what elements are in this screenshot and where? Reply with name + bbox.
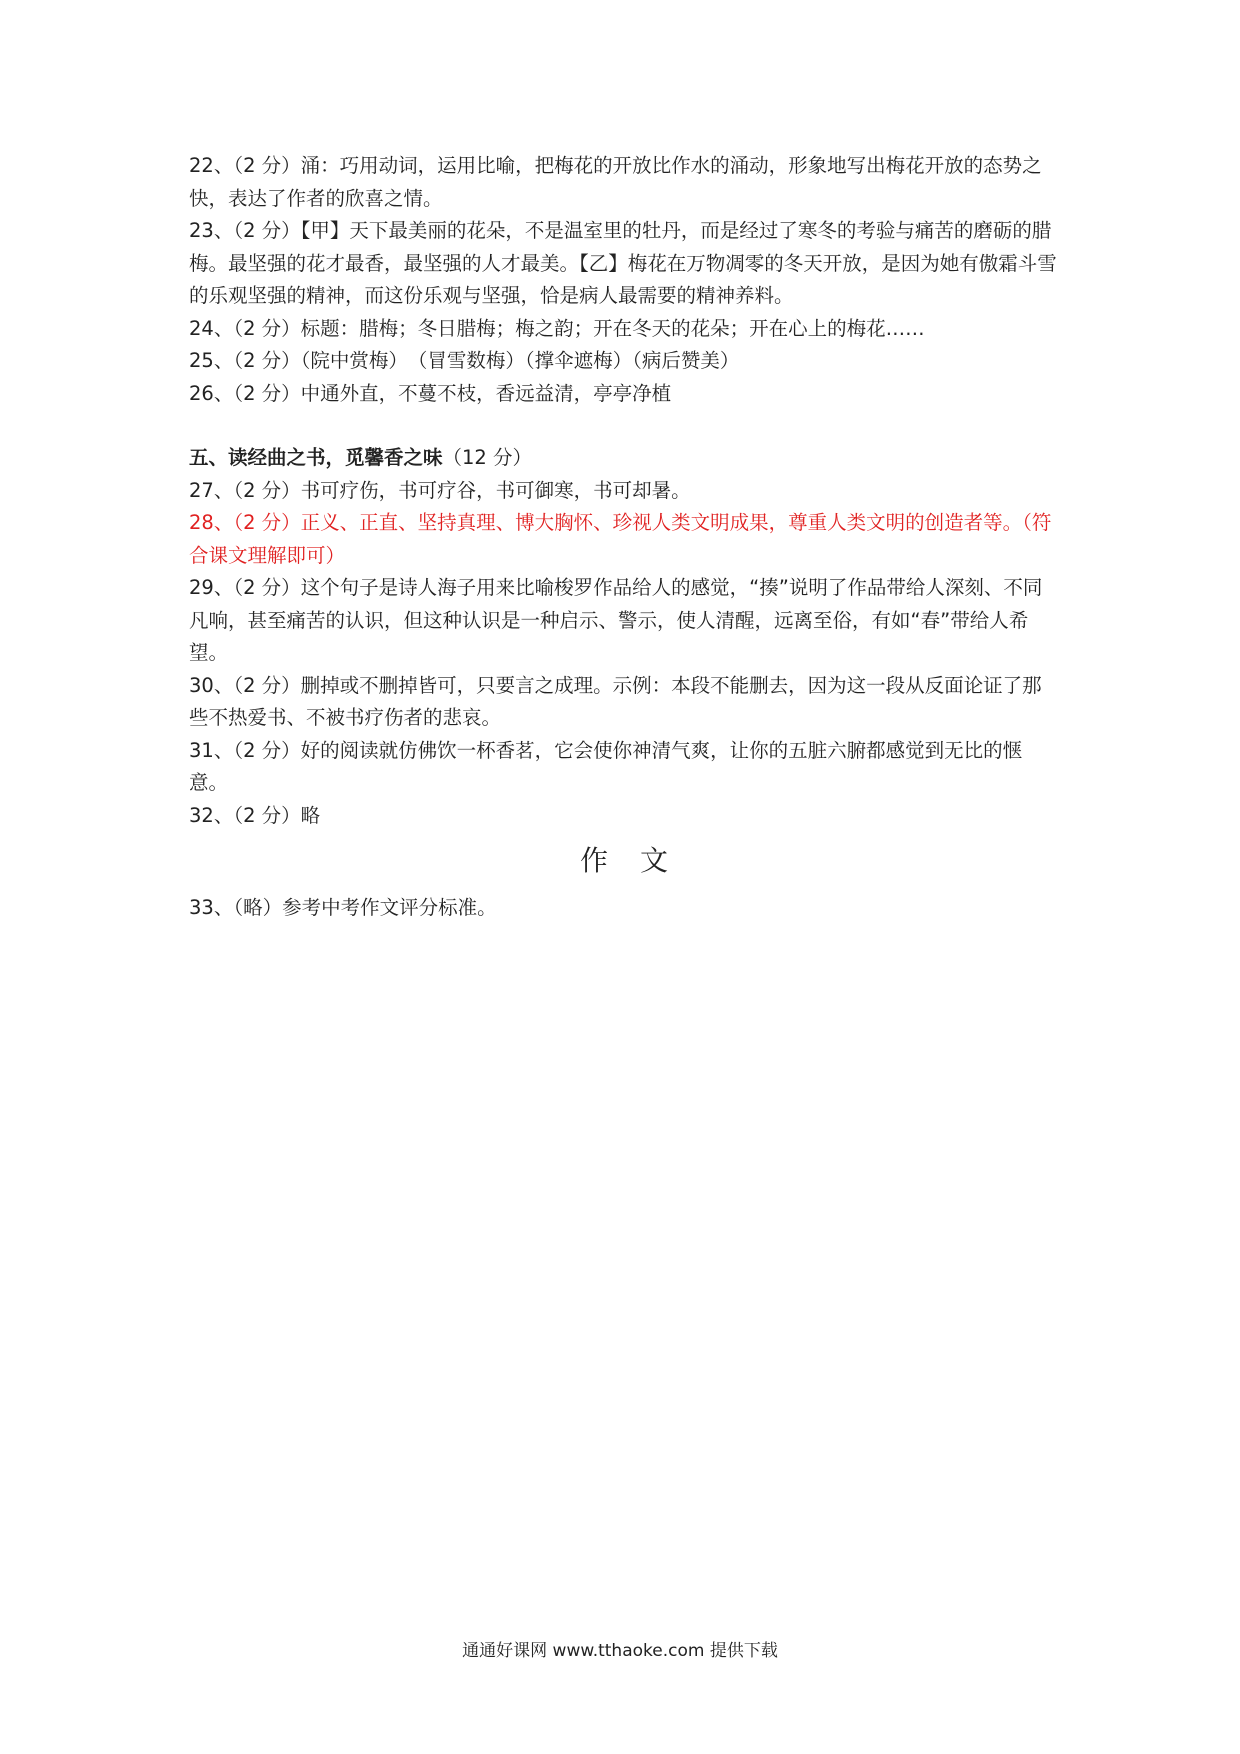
answer-item: 31、（2 分）好的阅读就仿佛饮一杯香茗，它会使你神清气爽，让你的五脏六腑都感觉到无比的惬意。 xyxy=(189,738,1023,794)
page-footer: 通通好课网 www.tthaoke.com 提供下载 xyxy=(462,1641,778,1661)
answer-item: 28、（2 分）正义、正直、坚持真理、博大胸怀、珍视人类文明成果，尊重人类文明的创造者等。（符合课文理解即可） xyxy=(189,511,1052,567)
section-5-score: （12 分） xyxy=(442,446,533,469)
section-5-heading xyxy=(189,442,1059,475)
answer-item: 23、（2 分）【甲】天下最美丽的花朵，不是温室里的牡丹，而是经过了寒冬的考验与痛苦的磨砺的腊梅。最坚强的花才最香，最坚强的人才最美。【乙】梅花在万物凋零的冬天开放，是因为她有傲霜斗雪的乐观坚强的精神，而这份乐观与坚强，恰是病人最需要的精神养料。 xyxy=(189,219,1057,307)
answers-part-2 xyxy=(189,475,1059,833)
answer-item: 27、（2 分）书可疗伤，书可疗谷，书可御寒，书可却暑。 xyxy=(189,478,691,502)
answer-item: 26、（2 分）中通外直，不蔓不枝，香远益清，亭亭净植 xyxy=(189,381,672,405)
answer-item: 32、（2 分）略 xyxy=(189,803,321,827)
section-5-title: 五、读经曲之书，觅馨香之味 xyxy=(189,446,443,469)
answer-item: 29、（2 分）这个句子是诗人海子用来比喻梭罗作品给人的感觉，“揍”说明了作品带给人深刻、不同凡响，甚至痛苦的认识，但这种认识是一种启示、警示，使人清醒，远离至俗，有如“春”带给人希望。 xyxy=(189,576,1043,664)
essay-answer: 33、（略）参考中考作文评分标准。 xyxy=(189,896,497,919)
answer-item: 25、（2 分）（院中赏梅） （冒雪数梅）（撑伞遮梅）（病后赞美） xyxy=(189,349,740,372)
answer-item: 30、（2 分）删掉或不删掉皆可，只要言之成理。示例：本段不能删去，因为这一段从反面论证了那些不热爱书、不被书疗伤者的悲哀。 xyxy=(189,673,1042,729)
answer-item: 24、（2 分）标题：腊梅；冬日腊梅；梅之韵；开在冬天的花朵；开在心上的梅花…… xyxy=(189,316,925,340)
answer-document xyxy=(189,150,1059,925)
answer-item: 22、（2 分）涌：巧用动词，运用比喻，把梅花的开放比作水的涌动，形象地写出梅花开放的态势之快，表达了作者的欣喜之情。 xyxy=(189,154,1042,210)
answers-part-1 xyxy=(189,150,1059,410)
section-spacer xyxy=(189,410,1059,442)
essay-section-title: 作文 xyxy=(579,844,700,877)
